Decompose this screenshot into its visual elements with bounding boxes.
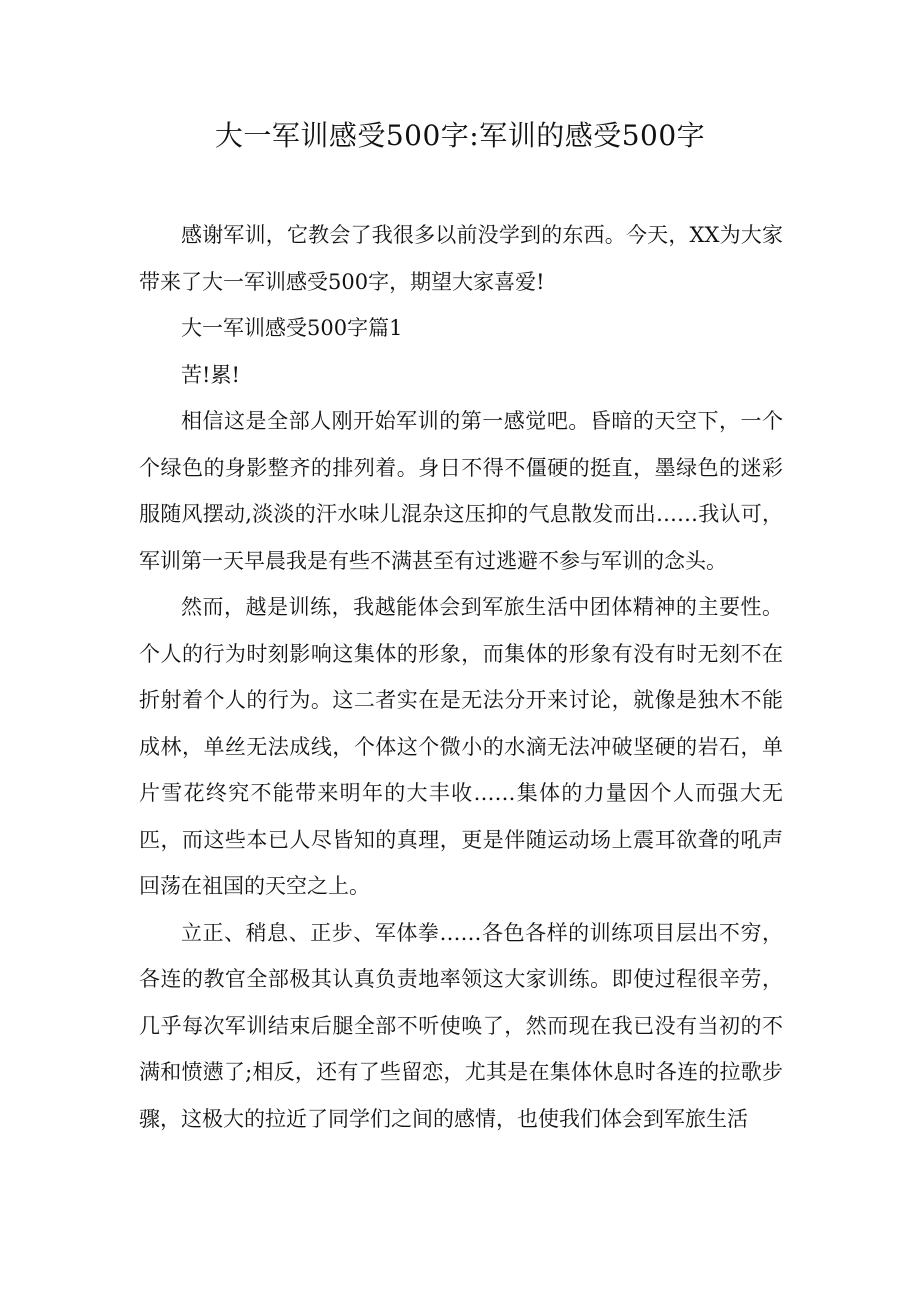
body-paragraph: 然而，越是训练，我越能体会到军旅生活中团体精神的主要性。个人的行为时刻影响这集体的形象，而集体的形象有没有时无刻不在折射着个人的行为。这二者实在是无法分开来讨论，就像是独木不能成林，单丝无法成线，个体这个微小的水滴无法冲破坚硬的岩石，单片雪花终究不能带来明年的大丰收……集体的力量因个人而强大无匹，而这些本已人尽皆知的真理，更是伴随运动场上震耳欲聋的吼声回荡在祖国的天空之上。 [139, 595, 783, 898]
body-paragraph: 立正、稍息、正步、军体拳……各色各样的训练项目层出不穷，各连的教官全部极其认真负责地率领这大家训练。即使过程很辛劳，几乎每次军训结束后腿全部不听使唤了，然而现在我已没有当初的不满和愤懑了;相反，还有了些留恋，尤其是在集体休息时各连的拉歌步骤，这极大的拉近了同学们之间的感情，也使我们体会到军旅生活 [139, 920, 783, 1131]
document-body [139, 212, 783, 1142]
exclamation-paragraph: 苦!累! [181, 362, 240, 387]
document-title: 大一军训感受500字:军训的感受500字 [214, 119, 706, 152]
section-heading: 大一军训感受500字篇1 [181, 316, 403, 340]
intro-paragraph: 感谢军训，它教会了我很多以前没学到的东西。今天，XX为大家带来了大一军训感受500字，期望大家喜爱! [139, 223, 783, 294]
body-paragraph: 相信这是全部人刚开始军训的第一感觉吧。昏暗的天空下，一个个绿色的身影整齐的排列着。身日不得不僵硬的挺直，墨绿色的迷彩服随风摆动,淡淡的汗水味儿混杂这压抑的气息散发而出……我认可，军训第一天早晨我是有些不满甚至有过逃避不参与军训的念头。 [139, 409, 783, 573]
